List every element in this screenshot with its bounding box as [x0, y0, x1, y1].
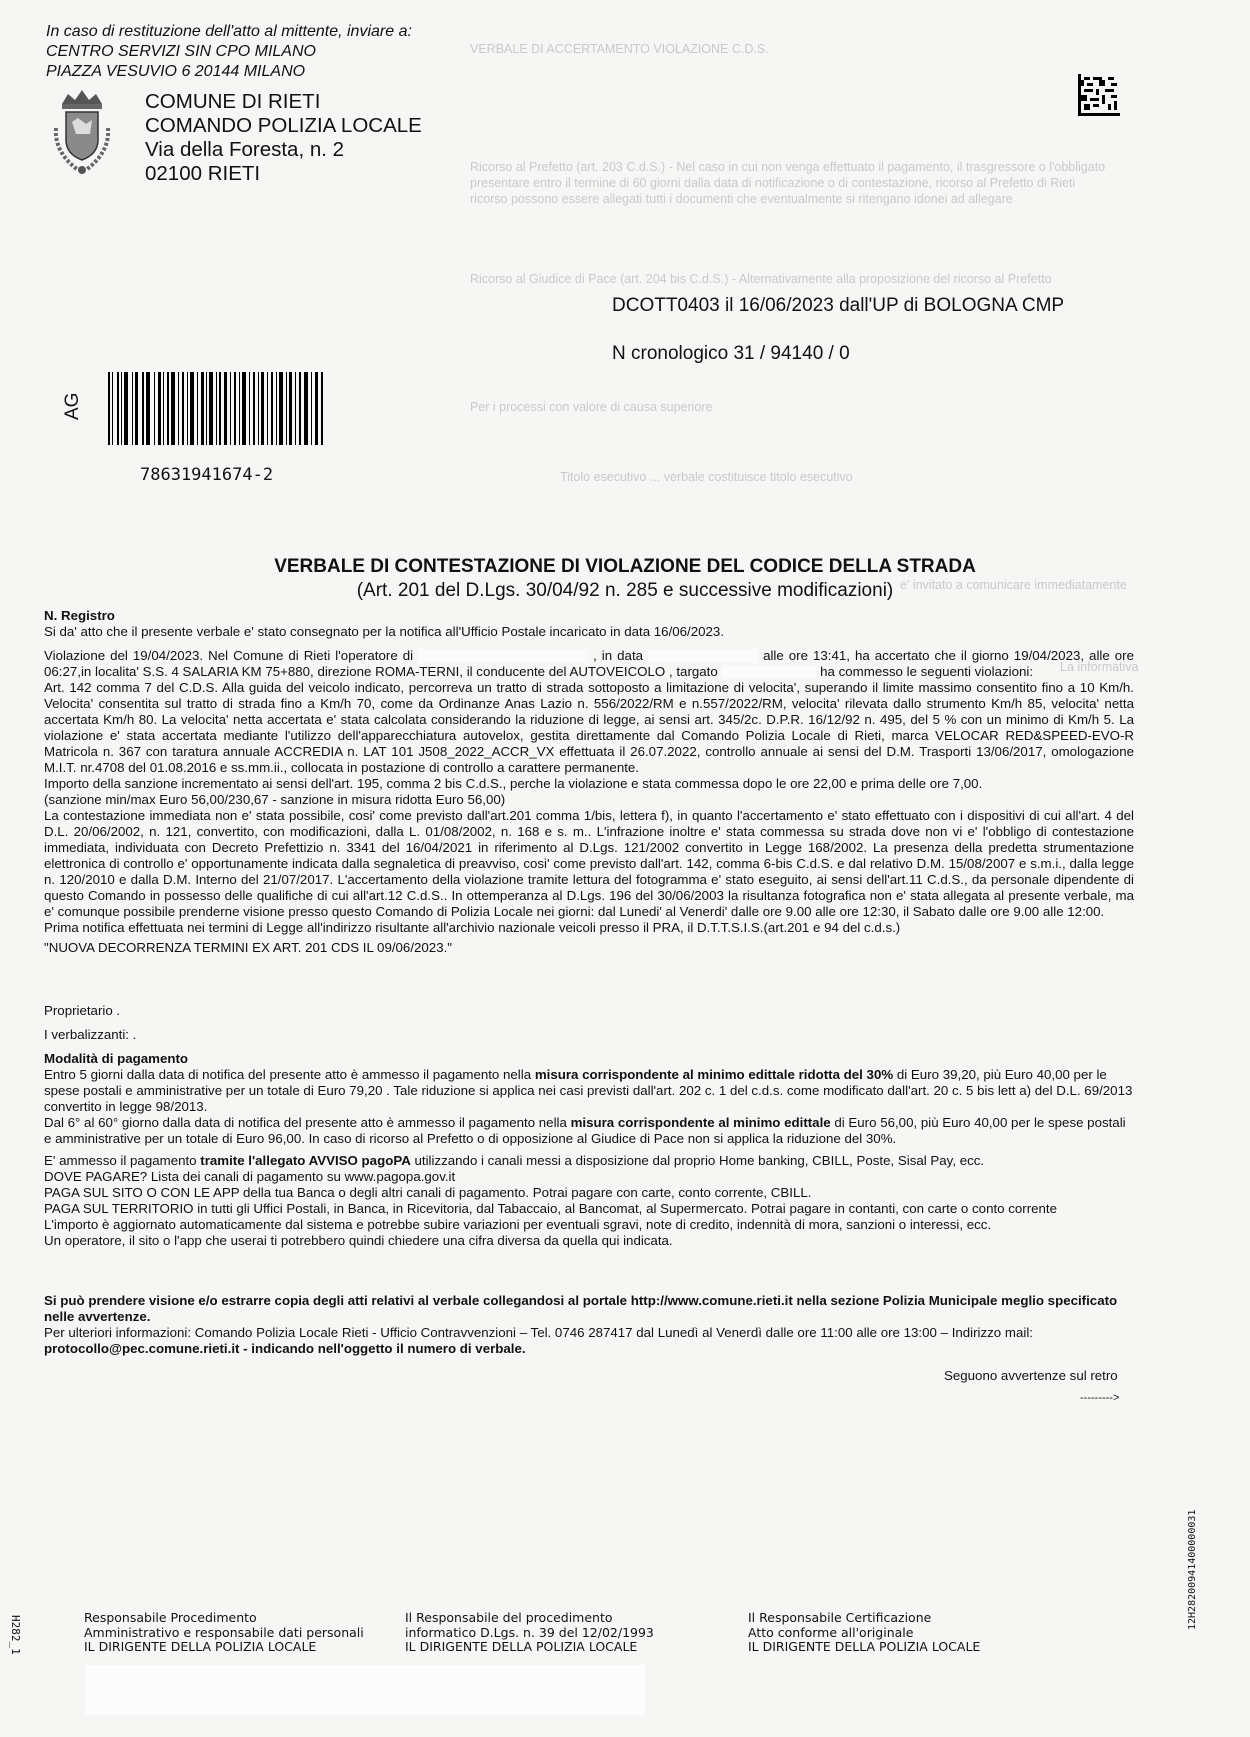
payment-online: PAGA SUL SITO O CON LE APP della tua Banca o degli altri canali di pagamento. Potrai pagare con carte, conto corrente, CBILL.: [44, 1185, 812, 1200]
return-address-line: PIAZZA VESUVIO 6 20144 MILANO: [46, 63, 306, 80]
form-code-vertical: H282_1: [9, 1615, 22, 1655]
signature-role: Il Responsabile del procedimento: [405, 1610, 613, 1625]
redacted-operator: [418, 649, 588, 663]
registro-label: N. Registro: [44, 608, 115, 623]
signature-block-admin: [84, 1611, 364, 1655]
bleed-through-text: e' invitato a comunicare immediatamente: [900, 578, 1127, 592]
violation-sanction: (sanzione min/max Euro 56,00/230,67 - sanzione in misura ridotta Euro 56,00): [44, 792, 506, 807]
violation-intro-text: Violazione del 19/04/2023. Nel Comune di Rieti l'operatore di: [44, 648, 414, 663]
signature-role: informatico D.Lgs. n. 39 del 12/02/1993: [405, 1624, 654, 1640]
barcode-icon: [108, 372, 324, 445]
signature-role: Il Responsabile Certificazione: [748, 1610, 932, 1625]
datamatrix-code-icon: [1078, 74, 1120, 116]
issuer-city: 02100 RIETI: [145, 162, 261, 185]
payment-text: utilizzando i canali messi a disposizione dal proprio Home banking, CBILL, Poste, Sisal Pay, ecc.: [410, 1153, 985, 1168]
bleed-through-text: ricorso possono essere allegati tutti i documenti che eventualmente si ritengano idonei ad allegare: [470, 192, 1013, 206]
return-address-line: CENTRO SERVIZI SIN CPO MILANO: [46, 43, 316, 60]
municipal-crest-icon: [48, 88, 116, 180]
payment-amount-note: L'importo è aggiornato automaticamente dal sistema e potrebbe subire variazioni per eventuali sgravi, note di credito, indennità di mora, sanzioni o interessi, ecc.: [44, 1217, 992, 1232]
registro-section: [44, 608, 1134, 640]
signature-title: IL DIRIGENTE DELLA POLIZIA LOCALE: [405, 1639, 638, 1654]
violation-intro: [44, 648, 1134, 680]
registro-text: Si da' atto che il presente verbale e' stato consegnato per la notifica all'Ufficio Postale incaricato in data 16/06/2023.: [44, 624, 725, 639]
redacted-plate: [721, 665, 816, 679]
signature-block-it: [405, 1611, 654, 1655]
info-portal: Si può prendere visione e/o estrarre copia degli atti relativi al verbale collegandosi al portale http://www.comune.rieti.it nella sezione Polizia Municipale meglio specificato nelle avvertenze.: [44, 1293, 1118, 1324]
violation-surcharge: Importo della sanzione incrementato ai sensi dell'art. 195, comma 2 bis C.d.S., perche la violazione e stata commessa dopo le ore 22,00 e prima delle ore 7,00.: [44, 776, 983, 791]
payment-text: Entro 5 giorni dalla data di notifica del presente atto è ammesso il pagamento nella: [44, 1067, 535, 1082]
continued-on-back: Seguono avvertenze sul retro: [944, 1368, 1118, 1383]
arrow-icon: --------->: [1080, 1392, 1120, 1404]
postal-dispatch-info: DCOTT0403 il 16/06/2023 dall'UP di BOLOGNA CMP: [612, 295, 1065, 316]
payment-where: DOVE PAGARE? Lista dei canali di pagamento su www.pagopa.gov.it: [44, 1169, 456, 1184]
payment-pagopa: [44, 1153, 1134, 1169]
violation-section: [44, 648, 1134, 956]
payment-emphasis: tramite l'allegato AVVISO pagoPA: [200, 1153, 411, 1168]
bleed-through-text: Ricorso al Prefetto (art. 203 C.d.S.) - Nel caso in cui non venga effettuato il pagamento, il trasgressore o l'obbligato: [470, 160, 1106, 174]
owner-label: Proprietario .: [44, 1003, 121, 1018]
signature-title: IL DIRIGENTE DELLA POLIZIA LOCALE: [748, 1639, 981, 1654]
payment-territory: PAGA SUL TERRITORIO in tutti gli Uffici Postali, in Banca, in Ricevitoria, dal Tabaccaio, al Bancomat, al Supermercato. Potrai pagare in contanti, con carte o conto corrente: [44, 1201, 1058, 1216]
payment-heading: Modalità di pagamento: [44, 1051, 189, 1066]
payment-standard: [44, 1115, 1134, 1147]
document-subtitle: (Art. 201 del D.Lgs. 30/04/92 n. 285 e successive modificazioni): [356, 580, 894, 601]
ag-label: AG: [62, 392, 83, 420]
payment-text: di Euro 39,20, più Euro 40,00 per le spese postali e amministrative per un totale di Euro 79,20 . Tale riduzione si applica nei casi previsti dall'art. 202 c. 1 del c.d.s. come modificato dall'art. 20 c. 5 bis lett a) del D.L. 69/2013 convertito in legge 98/2013.: [44, 1067, 1133, 1114]
issuer-block: [145, 90, 422, 186]
redacted-signatures: [85, 1665, 645, 1715]
violation-contestation: La contestazione immediata non e' stata possibile, cosi' come previsto dall'art.201 comma 1/bis, lettera f), in quanto l'accertamento e' stato effettuato con i dispositivi di cui all'art. 4 del D.L. 20/06/2002, n. 121, convertito, con modificazioni, dalla L. 01/08/2002, n. 168 e s. m.. L'infrazione inoltre e' stata commessa su strada dove non vi e' l'obbligo di contestazione immediata, individuata con Decreto Prefettizio n. 3341 del 16/04/2021 in riferimento al D.Lgs. 121/2002 convertito in Legge 168/2002. La presenza della predetta strumentazione elettronica di controllo e' opportunamente indicata dalla segnaletica di preavviso, cosi' come previsto dall'art. 142, comma 6-bis C.d.S. e dal relativo D.M. 15/08/2007 e s.m.i., dalla legge n. 120/2010 e dalla D.M. Interno del 21/07/2017. L'accertamento della violazione tramite lettura del fotogramma e' stato eseguito, ai sensi dell'art.11 C.d.S., da personale dipendente di questo Comando in possesso delle qualifiche di cui all'art.12 C.d.S.. In ottemperanza al D.Lgs. 196 del 30/06/2003 la risultanza fotografica non e' stata allegata al presente verbale, ma e' comunque possibile prenderne visione presso questo Comando di Polizia Locale nei giorni: dal Lunedi' al Venerdi' dalle ore 9.00 alle ore 12:30, il Sabato dalle ore 9.00 alle 12:00.: [44, 808, 1134, 919]
violation-intro-text: ha commesso le seguenti violazioni:: [820, 664, 1034, 679]
payment-text: di Euro 56,00, più Euro 40,00 per le spese postali e amministrative per un totale di Euro 96,00. In caso di ricorso al Prefetto o di opposizione al Giudice di Pace non si applica la riduzione del 30%.: [44, 1115, 1126, 1146]
return-address: [46, 22, 412, 82]
bleed-through-text: Ricorso al Giudice di Pace (art. 204 bis C.d.S.) - Alternativamente alla proposizione del ricorso al Prefetto: [470, 272, 1052, 286]
payment-operator-note: Un operatore, il sito o l'app che userai ti potrebbero quindi chiedere una cifra diversa da quella qui indicata.: [44, 1233, 673, 1248]
payment-reduced: [44, 1067, 1134, 1115]
tracking-code-vertical: 12H28200941400000031: [1187, 1509, 1198, 1630]
bleed-through-text: Titolo esecutivo ... verbale costituisce titolo esecutivo: [560, 470, 853, 484]
bleed-through-text: La informativa: [1060, 660, 1139, 674]
redacted-date: [648, 649, 758, 663]
info-section: [44, 1293, 1134, 1357]
signature-block-certification: [748, 1611, 980, 1655]
violation-intro-text: alle ore 13:41, ha accertato che il giorno 19/04/2023, alle ore 06:27,in localita' S.S. 4 SALARIA KM 75+880, direzione ROMA-TERNI, il conducente del AUTOVEICOLO , targato: [44, 648, 1134, 679]
barcode-number: 78631941674-2: [140, 465, 274, 485]
bleed-through-text: VERBALE DI ACCERTAMENTO VIOLAZIONE C.D.S.: [470, 42, 769, 56]
violation-new-terms: "NUOVA DECORRENZA TERMINI EX ART. 201 CDS IL 09/06/2023.": [44, 940, 453, 955]
bleed-through-text: presentare entro il termine di 60 giorni dalla data di notificazione o di contestazione, ricorso al Prefetto di Rieti: [470, 176, 1076, 190]
issuer-department: COMANDO POLIZIA LOCALE: [145, 114, 422, 137]
violation-notification: Prima notifica effettuata nei termini di Legge all'indirizzo risultante all'archivio nazionale veicoli presso il PRA, il D.T.T.S.I.S.(art.201 e 94 del c.d.s.): [44, 920, 901, 935]
payment-text: Dal 6° al 60° giorno dalla data di notifica del presente atto è ammesso il pagamento nella: [44, 1115, 571, 1130]
return-address-line: In caso di restituzione dell'atto al mittente, inviare a:: [46, 23, 412, 40]
violation-intro-text: , in data: [593, 648, 644, 663]
payment-emphasis: misura corrispondente al minimo edittale ridotta del 30%: [534, 1067, 894, 1082]
violation-article: Art. 142 comma 7 del C.D.S. Alla guida del veicolo indicato, percorreva un tratto di strada sottoposto a limitazione di velocita', superando il limite massimo consentito fino a 10 Km/h. Velocita' consentita sul tratto di strada fino a Km/h 70, come da Ordinanze Anas Lazio n. 556/2022/RM e n.557/2022/RM, velocita' rilevata dallo strumento Km/h 85, velocita' netta accertata Km/h 80. La velocita' netta accertata e' stata calcolata considerando la riduzione di legge, ai sensi art. 345/2c. D.P.R. 16/12/92 n. 495, del 5 % con un minimo di Km/h 5. La violazione e' stata accertata mediante l'utilizzo dell'apparecchiatura autovelox, gestita direttamente dal Comando Polizia Locale di Rieti, marca VELOCAR RED&SPEED-EVO-R Matricola n. 367 con taratura annuale ACCREDIA n. LAT 101 J508_2022_ACCR_VX effettuata il 26.07.2022, controllo annuale ai sensi del D.M. Trasporti 13/06/2017, omologazione M.I.T. nr.4708 del 01.08.2016 e ss.mm.ii., collocata in postazione di controllo a carattere permanente.: [44, 680, 1134, 775]
officers-label: I verbalizzanti: .: [44, 1027, 137, 1042]
issuer-street: Via della Foresta, n. 2: [145, 138, 345, 161]
issuer-municipality: COMUNE DI RIETI: [145, 90, 321, 113]
signature-role: Atto conforme all'originale: [748, 1624, 914, 1640]
signature-title: IL DIRIGENTE DELLA POLIZIA LOCALE: [84, 1639, 317, 1654]
document-title: VERBALE DI CONTESTAZIONE DI VIOLAZIONE DEL CODICE DELLA STRADA: [274, 556, 976, 577]
info-email: protocollo@pec.comune.rieti.it - indicando nell'oggetto il numero di verbale.: [44, 1341, 526, 1356]
info-contacts: Per ulteriori informazioni: Comando Polizia Locale Rieti - Ufficio Contravvenzioni – Tel. 0746 287417 dal Lunedì al Venerdì dalle ore 11:00 alle ore 13:00 – Indirizzo mail:: [44, 1325, 1033, 1340]
chronological-number: N cronologico 31 / 94140 / 0: [612, 343, 850, 364]
payment-text: E' ammesso il pagamento: [44, 1153, 201, 1168]
signature-role: Responsabile Procedimento: [84, 1610, 257, 1625]
payment-section: [44, 1051, 1134, 1249]
bleed-through-text: Per i processi con valore di causa superiore: [470, 400, 713, 414]
signature-role: Amministrativo e responsabile dati personali: [84, 1624, 364, 1640]
payment-emphasis: misura corrispondente al minimo edittale: [570, 1115, 831, 1130]
